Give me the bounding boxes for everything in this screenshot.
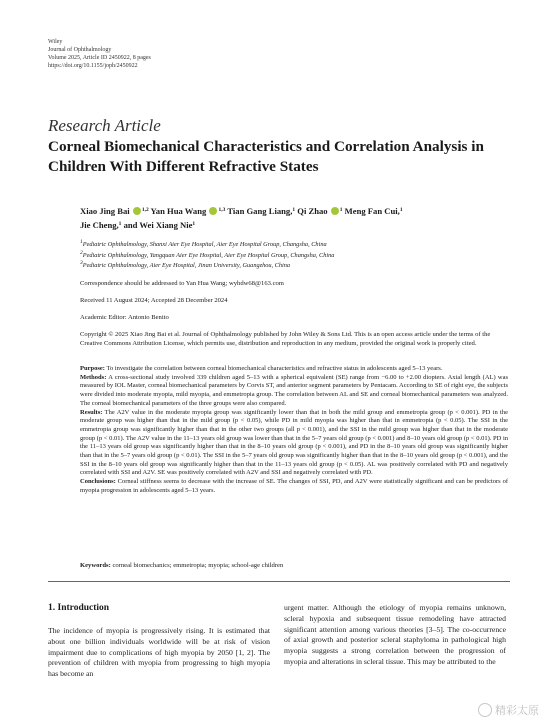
article-type: Research Article	[48, 116, 161, 135]
watermark-logo-icon	[478, 703, 492, 717]
conclusions-label: Conclusions:	[80, 478, 116, 486]
intro-left-column: The incidence of myopia is progressively rising. It is estimated that about one billion individuals worldwide will be at risk of vision impairment due to complications of high myopia by 2050 [1, 2]. The prevention of children with myopia from progressing to high myopia has become an	[48, 626, 270, 679]
received-dates: Received 11 August 2024; Accepted 28 December 2024	[80, 297, 228, 304]
abstract	[80, 365, 508, 496]
author-affil-num: 1	[118, 221, 122, 227]
affiliation-text: Pediatric Ophthalmology, Shanxi Aier Eye Hospital, Aier Eye Hospital Group, Changsha, China	[82, 241, 327, 248]
volume-line: Volume 2025, Article ID 2450922, 8 pages	[48, 55, 151, 61]
correspondence: Correspondence should be addressed to Yan Hua Wang; wyhdw68@163.com	[80, 280, 284, 287]
orcid-icon[interactable]	[133, 207, 141, 215]
methods-text: A cross-sectional study involved 339 children aged 5–13 with a spherical equivalent (SE) range from −6.00 to +2.00 diopters. Axial length (AL) was measured by IOL Master, corneal biomechanical parameters by Corvis ST, and anterior segment parameters by Pentacam. According to SE of right eye, the subjects were divided into moderate myopia, mild myopia, and emmetropia group. The correlation between AL and SE and corneal biomechanical parameters was analyzed. The corneal biomechanical parameters of the three groups were also compared.	[80, 373, 508, 407]
article-title: Corneal Biomechanical Characteristics and Correlation Analysis in Children With Different Refractive States	[48, 138, 484, 175]
author-name[interactable]: Xiao Jing Bai	[80, 206, 130, 216]
purpose-label: Purpose:	[80, 365, 105, 372]
results-text: The A2V value in the moderate myopia group was significantly lower than that in both the mild group and emmetropia group (p < 0.001). PD in the moderate group was higher than that in the mild group (p < 0.05), while PD in mild myopia was higher than that in emmetropia (p < 0.05). The SSI in the emmetropia group was significantly higher than that in the other two groups (all p < 0.001), and the SSI in the mild group was higher than that in the moderate group (p < 0.01). The A2V value in the 11–13 years old group was lower than that in the 5–7 years old group (p < 0.001) and 8–10 years old group (p < 0.01). PD in the 11–13 years old group was significantly higher than that in the 8–10 years old group (p < 0.001), and PD in the 8–10 years old group was significantly higher than that in the 5–7 years old group (p < 0.01). The SSI in the 5–7 years old group was significantly higher than that in the 8–10 years old group (p < 0.001), and the SSI in the 8–10 years old group was significantly higher than that in the 11–13 years old group (p < 0.05). AL was positively correlated with PD and negatively correlated with SSI and A2V. SE was positively correlated with A2V and SSI and negatively correlated with PD.	[80, 408, 508, 477]
affiliation-num: 1	[80, 239, 83, 245]
conclusions-text: Corneal stiffness seems to decrease with the increase of SE. The changes of SSI, PD, and A2V were statistically significant and can be predictors of myopia progression in adolescents aged 5–13 years.	[80, 478, 509, 494]
keywords	[80, 562, 500, 569]
section-divider	[48, 581, 510, 582]
author-affil-num: 1,3	[218, 207, 226, 213]
keywords-label: Keywords:	[80, 562, 111, 569]
affiliation-text: Pediatric Ophthalmology, Aier Eye Hospital, Jinan University, Guangzhou, China	[82, 262, 291, 269]
affiliation-num: 3	[80, 260, 83, 266]
methods-label: Methods:	[80, 373, 107, 381]
affiliation-text: Pediatric Ophthalmology, Yangquan Aier Eye Hospital, Aier Eye Hospital Group, Changsha, China	[82, 251, 335, 259]
introduction-heading: 1. Introduction	[48, 603, 110, 613]
author-name[interactable]: Jie Cheng,	[80, 220, 119, 230]
affiliations	[80, 240, 500, 272]
results-label: Results:	[80, 408, 103, 416]
author-name[interactable]: and Wei Xiang Nie	[123, 220, 193, 230]
abstract-methods	[80, 374, 508, 409]
author-name[interactable]: Tian Gang Liang,	[227, 206, 293, 216]
publisher-name: Wiley	[48, 39, 63, 45]
orcid-icon[interactable]	[209, 207, 217, 215]
publication-info	[48, 38, 151, 70]
orcid-icon[interactable]	[331, 207, 339, 215]
intro-right-column: urgent matter. Although the etiology of myopia remains unknown, scleral hypoxia and subsequent tissue remodeling have attracted significant attention among various theories [3–5]. The co-occurrence of axial growth and posterior scleral staphyloma in pathological high myopia suggests a strong correlation between the progression of myopia and alterations in scleral tissue. This may be attributed to the	[284, 603, 506, 666]
journal-name: Journal of Ophthalmology	[48, 47, 112, 53]
author-name[interactable]: Qi Zhao	[297, 206, 328, 216]
author-affil-num: 1	[192, 221, 196, 227]
affiliation-item	[80, 261, 500, 272]
keywords-text: corneal biomechanics; emmetropia; myopia; school-age children	[112, 562, 284, 569]
affiliation-item	[80, 251, 500, 262]
academic-editor: Academic Editor: Antonio Benito	[80, 314, 169, 321]
author-affil-num: 1	[339, 207, 343, 213]
purpose-text: To investigate the correlation between corneal biomechanical characteristics and refractive status in adolescents aged 5–13 years.	[106, 365, 443, 372]
abstract-purpose	[80, 365, 508, 374]
author-affil-num: 1	[292, 207, 296, 213]
author-list	[80, 204, 500, 232]
watermark	[478, 702, 539, 718]
watermark-text: 精彩太原	[495, 704, 539, 717]
author-affil-num: 1	[399, 207, 403, 213]
copyright-notice: Copyright © 2025 Xiao Jing Bai et al. Journal of Ophthalmology published by John Wiley & Sons Ltd. This is an open access article under the terms of the Creative Commons Attribution License, which permits use, distribution and reproduction in any medium, provided the original work is properly cited.	[80, 331, 491, 347]
author-affil-num: 1,2	[141, 207, 149, 213]
author-name[interactable]: Meng Fan Cui,	[344, 206, 400, 216]
affiliation-num: 2	[80, 249, 83, 256]
affiliation-item	[80, 240, 500, 251]
abstract-results	[80, 409, 508, 479]
abstract-conclusions	[80, 478, 508, 495]
doi-link[interactable]: https://doi.org/10.1155/joph/2450922	[48, 63, 138, 69]
author-name[interactable]: Yan Hua Wang	[150, 206, 207, 216]
